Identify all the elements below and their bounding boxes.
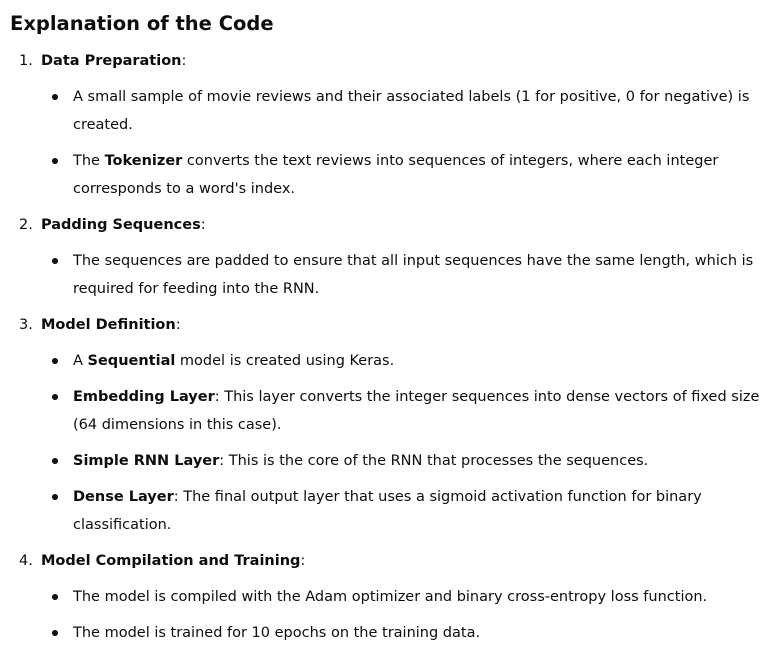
bullet-icon <box>52 494 58 500</box>
list-item <box>41 583 760 611</box>
item-keyword: Dense Layer <box>73 489 174 505</box>
list-item <box>41 619 760 647</box>
bullet-icon <box>52 394 58 400</box>
item-text: A small sample of movie reviews and their associated labels (1 for positive, 0 for negative) is created. <box>73 89 750 133</box>
item-text: model is created using Keras. <box>175 353 395 369</box>
bullet-list <box>41 347 760 539</box>
item-keyword: Simple RNN Layer <box>73 453 220 469</box>
list-item <box>41 383 760 439</box>
item-prefix: A <box>73 353 88 369</box>
list-item <box>41 347 760 375</box>
item-text: : This layer converts the integer sequences into dense vectors of fixed size (64 dimensions in this case). <box>73 389 760 433</box>
section-title: Model Definition <box>41 317 176 333</box>
item-text: The model is trained for 10 epochs on the training data. <box>73 625 481 641</box>
section-number: 4. <box>19 553 33 569</box>
section-list <box>10 47 760 647</box>
item-keyword: Embedding Layer <box>73 389 215 405</box>
section-heading <box>19 547 760 575</box>
section-colon: : <box>200 217 206 233</box>
section-item <box>10 547 760 647</box>
document <box>10 0 760 647</box>
section-item <box>10 47 760 211</box>
bullet-icon <box>52 158 58 164</box>
item-text: : This is the core of the RNN that processes the sequences. <box>219 453 649 469</box>
section-number: 2. <box>19 217 33 233</box>
section-colon: : <box>181 53 187 69</box>
section-heading <box>19 311 760 339</box>
section-colon: : <box>300 553 306 569</box>
item-keyword: Sequential <box>87 353 176 369</box>
bullet-icon <box>52 594 58 600</box>
section-title: Model Compilation and Training <box>41 553 301 569</box>
item-prefix: The <box>73 153 105 169</box>
item-keyword: Tokenizer <box>104 153 183 169</box>
item-text: converts the text reviews into sequences of integers, where each integer corresponds to a word's index. <box>73 153 719 197</box>
section-heading <box>19 47 760 75</box>
list-item <box>41 483 760 539</box>
list-item <box>41 447 760 475</box>
list-item <box>41 147 760 203</box>
bullet-icon <box>52 258 58 264</box>
section-item <box>10 211 760 311</box>
section-title: Data Preparation <box>41 53 182 69</box>
bullet-icon <box>52 94 58 100</box>
bullet-list <box>41 583 760 647</box>
bullet-list <box>41 83 760 203</box>
section-title: Padding Sequences <box>41 217 201 233</box>
bullet-icon <box>52 458 58 464</box>
list-item <box>41 247 760 303</box>
bullet-list <box>41 247 760 303</box>
section-heading <box>19 211 760 239</box>
section-number: 3. <box>19 317 33 333</box>
item-text: The model is compiled with the Adam optimizer and binary cross-entropy loss function. <box>73 589 708 605</box>
item-text: : The final output layer that uses a sigmoid activation function for binary classification. <box>73 489 702 533</box>
page-title: Explanation of the Code <box>10 12 274 35</box>
item-text: The sequences are padded to ensure that all input sequences have the same length, which is required for feeding into the RNN. <box>73 253 754 297</box>
section-item <box>10 311 760 547</box>
section-number: 1. <box>19 53 33 69</box>
bullet-icon <box>52 630 58 636</box>
bullet-icon <box>52 358 58 364</box>
section-colon: : <box>175 317 181 333</box>
list-item <box>41 83 760 139</box>
